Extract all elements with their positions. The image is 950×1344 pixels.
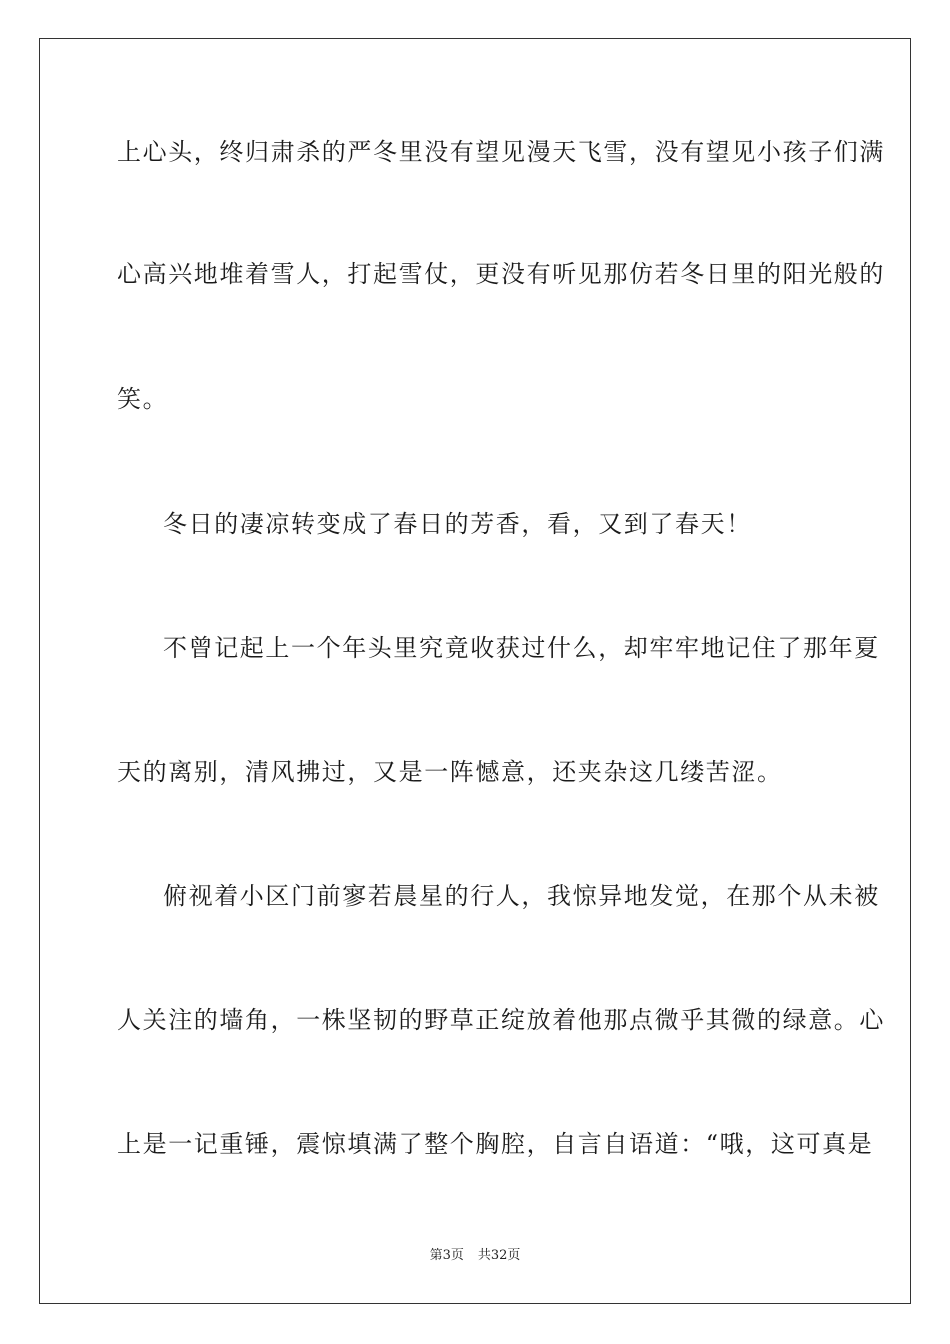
body-text-line: 笑。 — [117, 385, 169, 413]
body-text-line: 人关注的墙角，一株坚韧的野草正绽放着他那点微乎其微的绿意。心 — [117, 1006, 885, 1034]
page-number: 第3页 — [429, 1248, 464, 1263]
paragraph-first-line: 不曾记起上一个年头里究竟收获过什么，却牢牢地记住了那年夏 — [163, 634, 880, 662]
body-text-line: 上心头，终归肃杀的严冬里没有望见漫天飞雪，没有望见小孩子们满 — [117, 138, 885, 166]
body-text-line: 天的离别，清风拂过，又是一阵憾意，还夹杂这几缕苦涩。 — [117, 758, 783, 786]
body-text-line: 上是一记重锤，震惊填满了整个胸腔，自言自语道：“哦，这可真是 — [117, 1130, 874, 1158]
total-pages: 共32页 — [477, 1248, 521, 1263]
page-border — [39, 38, 911, 1304]
paragraph-first-line: 冬日的凄凉转变成了春日的芳香，看，又到了春天！ — [163, 510, 752, 538]
page-footer — [0, 1248, 950, 1264]
body-text-line: 心高兴地堆着雪人，打起雪仗，更没有听见那仿若冬日里的阳光般的 — [117, 260, 885, 288]
paragraph-first-line: 俯视着小区门前寥若晨星的行人，我惊异地发觉，在那个从未被 — [163, 882, 880, 910]
